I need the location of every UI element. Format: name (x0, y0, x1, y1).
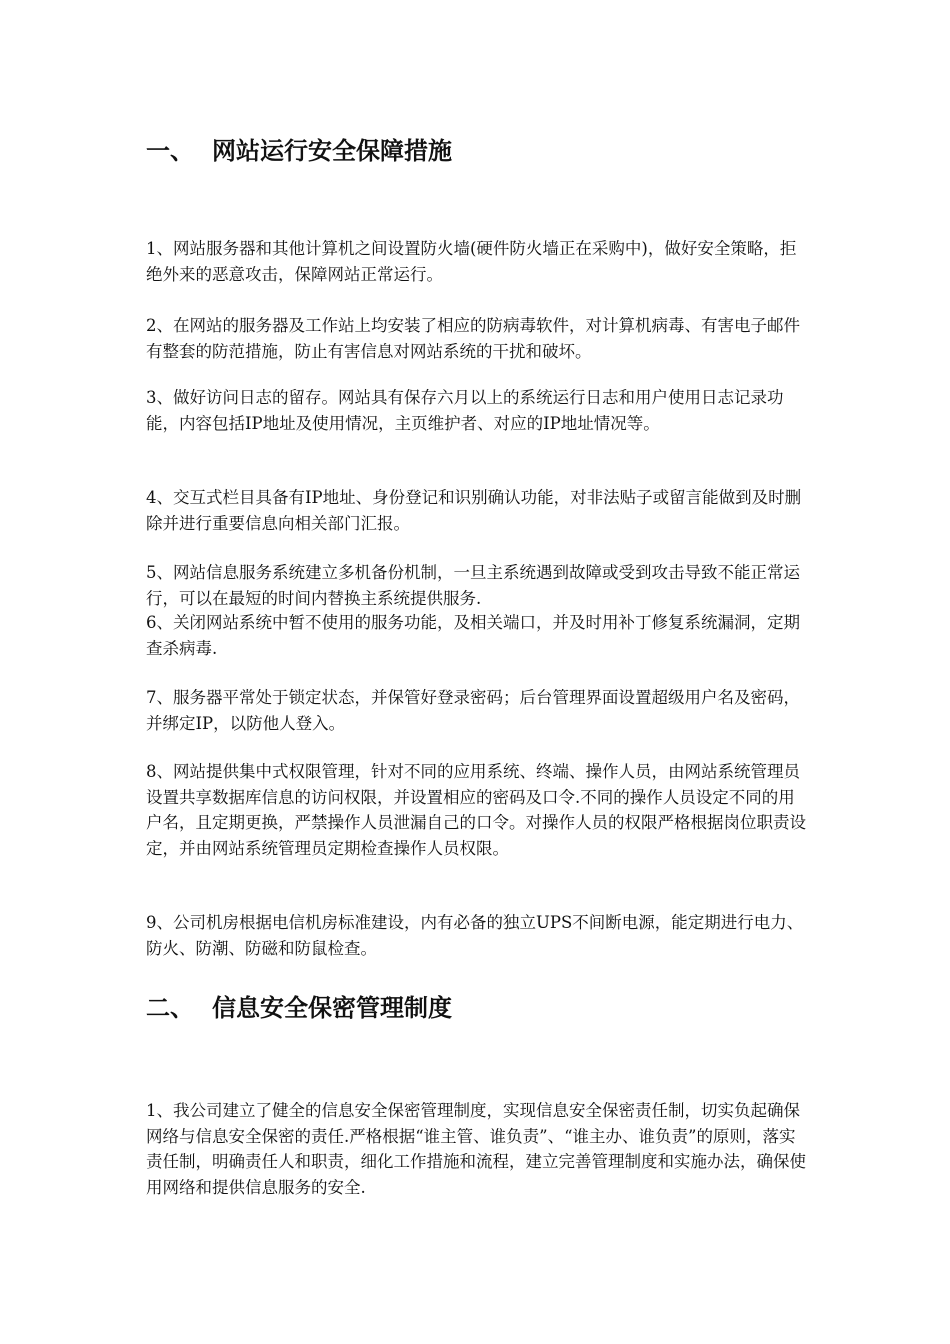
paragraph-1-2: 2、在网站的服务器及工作站上均安装了相应的防病毒软件，对计算机病毒、有害电子邮件有整套的防范措施，防止有害信息对网站系统的干扰和破坏。 (146, 316, 800, 361)
section-number-1: 一、 (146, 137, 194, 165)
paragraph-1-8: 8、网站提供集中式权限管理，针对不同的应用系统、终端、操作人员，由网站系统管理员设置共享数据库信息的访问权限，并设置相应的密码及口令.不同的操作人员设定不同的用户名，且定期更换，严禁操作人员泄漏自己的口令。对操作人员的权限严格根据岗位职责设定，并由网站系统管理员定期检查操作人员权限。 (146, 762, 806, 858)
paragraph-1-5: 5、网站信息服务系统建立多机备份机制，一旦主系统遇到故障或受到攻击导致不能正常运行，可以在最短的时间内替换主系统提供服务. (146, 563, 800, 608)
paragraph-1-1: 1、网站服务器和其他计算机之间设置防火墙(硬件防火墙正在采购中)，做好安全策略，拒绝外来的恶意攻击，保障网站正常运行。 (146, 239, 797, 284)
paragraph-1-9: 9、公司机房根据电信机房标准建设，内有必备的独立UPS不间断电源，能定期进行电力、防火、防潮、防磁和防鼠检查。 (146, 913, 804, 958)
section-title-2: 信息安全保密管理制度 (212, 994, 452, 1022)
section-heading-2 (146, 993, 816, 1023)
paragraph-1-3: 3、做好访问日志的留存。网站具有保存六月以上的系统运行日志和用户使用日志记录功能，内容包括IP地址及使用情况，主页维护者、对应的IP地址情况等。 (146, 388, 784, 433)
paragraph-2-1: 1、我公司建立了健全的信息安全保密管理制度，实现信息安全保密责任制，切实负起确保网络与信息安全保密的责任.严格根据“谁主管、谁负责”、“谁主办、谁负责”的原则，落实责任制，明确责任人和职责，细化工作措施和流程，建立完善管理制度和实施办法，确保使用网络和提供信息服务的安全. (146, 1101, 806, 1197)
paragraph-1-4: 4、交互式栏目具备有IP地址、身份登记和识别确认功能，对非法贴子或留言能做到及时删除并进行重要信息向相关部门汇报。 (146, 488, 802, 533)
paragraph-1-7: 7、服务器平常处于锁定状态，并保管好登录密码；后台管理界面设置超级用户名及密码，并绑定IP，以防他人登入。 (146, 688, 800, 733)
paragraph-1-6: 6、关闭网站系统中暂不使用的服务功能，及相关端口，并及时用补丁修复系统漏洞，定期查杀病毒. (146, 613, 800, 658)
section-title-1: 网站运行安全保障措施 (212, 137, 452, 165)
section-heading-1 (146, 136, 816, 166)
section-number-2: 二、 (146, 994, 194, 1022)
